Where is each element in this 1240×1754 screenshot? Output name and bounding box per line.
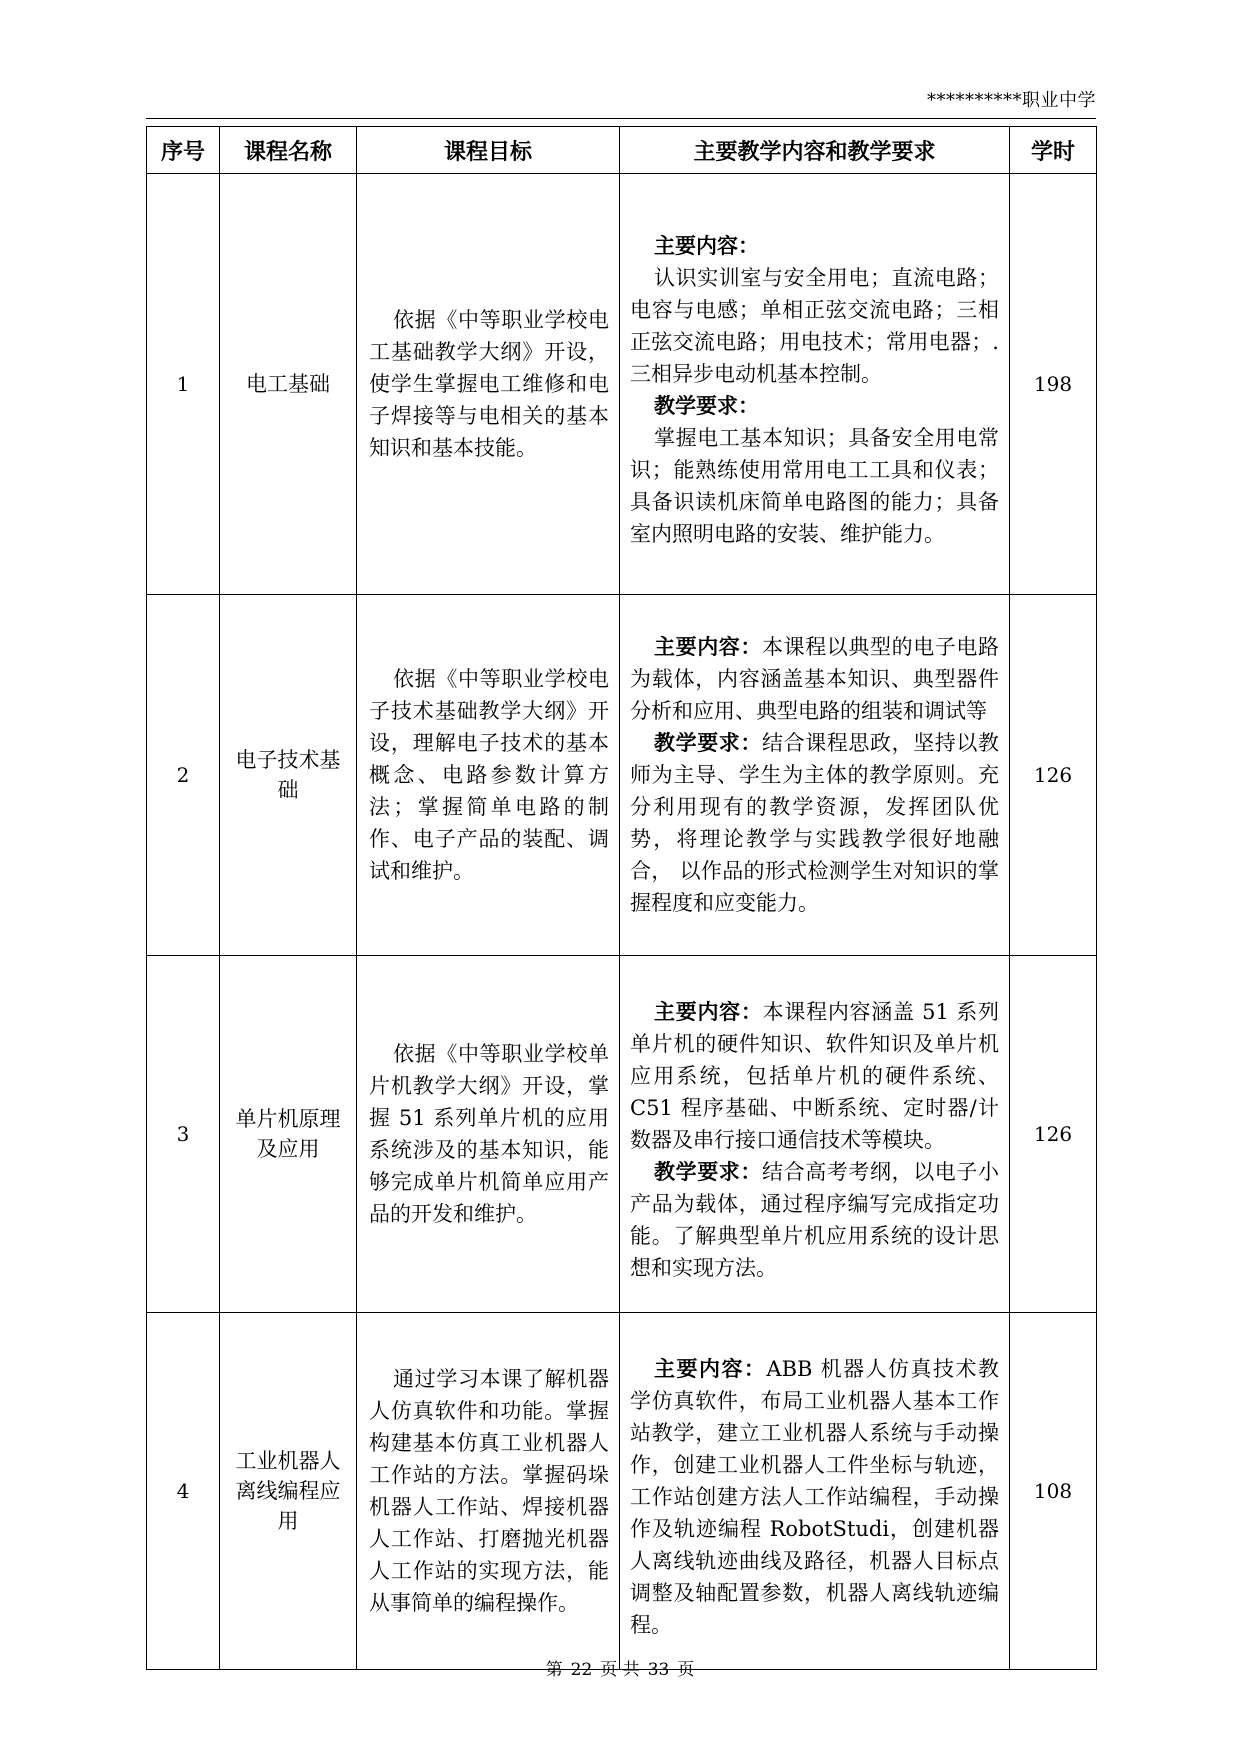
row-number: 1 [147,174,220,595]
course-name: 电工基础 [220,174,357,595]
course-hours: 108 [1010,1313,1097,1670]
page-footer [0,1655,1240,1680]
footer-total-pages: 33 [647,1660,670,1680]
col-header-course-name: 课程名称 [220,127,357,174]
footer-suffix: 页 [677,1660,695,1680]
col-header-number: 序号 [147,127,220,174]
requirements-label: 教学要求： [654,731,762,755]
table-row [147,956,1097,1313]
course-goal-text: 依据《中等职业学校电工基础教学大纲》开设，使学生掌握电工维修和电子焊接等与电相关的基本知识和基本技能。 [369,308,609,460]
content-paragraph [630,996,999,1156]
requirements-label-line [630,390,999,422]
requirements-text: 掌握电工基本知识；具备安全用电常识；能熟练使用常用电工工具和仪表；具备识读机床简单电路图的能力；具备室内照明电路的安装、维护能力。 [630,426,999,546]
course-goal-text: 依据《中等职业学校单片机教学大纲》开设，掌握 51 系列单片机的应用系统涉及的基本知识，能够完成单片机简单应用产品的开发和维护。 [369,1042,609,1226]
course-goal-text: 依据《中等职业学校电子技术基础教学大纲》开设，理解电子技术的基本概念、电路参数计算方法；掌握简单电路的制作、电子产品的装配、调试和维护。 [369,667,609,883]
course-goal [357,1313,620,1670]
course-content [620,1313,1010,1670]
col-header-course-goal: 课程目标 [357,127,620,174]
col-header-content-requirements: 主要教学内容和教学要求 [620,127,1010,174]
requirements-paragraph [630,1156,999,1284]
course-content [620,595,1010,956]
course-hours: 126 [1010,956,1097,1313]
course-name: 单片机原理及应用 [220,956,357,1313]
content-text: 本课程内容涵盖 51 系列单片机的硬件知识、软件知识及单片机应用系统，包括单片机的硬件系统、C51 程序基础、中断系统、定时器/计数器及串行接口通信技术等模块。 [630,1000,999,1152]
course-content [620,956,1010,1313]
requirements-paragraph [630,727,999,919]
content-label: 主要内容： [654,635,762,659]
course-goal-text: 通过学习本课了解机器人仿真软件和功能。掌握构建基本仿真工业机器人工作站的方法。掌握码垛机器人工作站、焊接机器人工作站、打磨抛光机器人工作站的实现方法，能从事简单的编程操作。 [369,1367,609,1615]
course-goal [357,595,620,956]
row-number: 3 [147,956,220,1313]
content-text: 本课程以典型的电子电路为载体，内容涵盖基本知识、典型器件分析和应用、典型电路的组装和调试等 [630,635,999,723]
content-label: 主要内容： [654,234,759,258]
course-goal [357,174,620,595]
table-row [147,1313,1097,1670]
footer-mid: 页 共 [600,1660,640,1680]
requirements-text: 结合高考考纲，以电子小产品为载体，通过程序编写完成指定功能。了解典型单片机应用系统的设计思想和实现方法。 [630,1160,999,1280]
row-number: 2 [147,595,220,956]
content-label: 主要内容： [654,1357,767,1381]
content-paragraph [630,1353,999,1641]
content-label-line [630,230,999,262]
curriculum-table [146,126,1097,1670]
requirements-label: 教学要求： [654,1160,762,1184]
footer-prefix: 第 [545,1660,563,1680]
table-header-row [147,127,1097,174]
row-number: 4 [147,1313,220,1670]
course-name: 工业机器人离线编程应用 [220,1313,357,1670]
content-label: 主要内容： [654,1000,763,1024]
content-text: 认识实训室与安全用电；直流电路；电容与电感；单相正弦交流电路；三相正弦交流电路；用电技术；常用电器；.三相异步电动机基本控制。 [630,266,999,386]
content-paragraph [630,631,999,727]
footer-page-number: 22 [570,1660,593,1680]
content-text: ABB 机器人仿真技术教学仿真软件，布局工业机器人基本工作站教学，建立工业机器人系统与手动操作，创建工业机器人工件坐标与轨迹，工作站创建方法人工作站编程，手动操作及轨迹编程 RobotStudi，创建机器人离线轨迹曲线及路径，机器人目标点调整及轴配置参数，机器人离线轨迹编程。 [630,1357,999,1637]
course-content [620,174,1010,595]
requirements-text: 结合课程思政，坚持以教师为主导、学生为主体的教学原则。充分利用现有的教学资源，发挥团队优势，将理论教学与实践教学很好地融合， 以作品的形式检测学生对知识的掌握程度和应变能力。 [630,731,999,915]
course-hours: 198 [1010,174,1097,595]
course-name: 电子技术基础 [220,595,357,956]
requirements-label: 教学要求： [654,394,759,418]
course-goal [357,956,620,1313]
header-rule [146,118,1096,119]
table-row [147,595,1097,956]
course-hours: 126 [1010,595,1097,956]
col-header-hours: 学时 [1010,127,1097,174]
table-row [147,174,1097,595]
header-organization: **********职业中学 [927,90,1096,111]
